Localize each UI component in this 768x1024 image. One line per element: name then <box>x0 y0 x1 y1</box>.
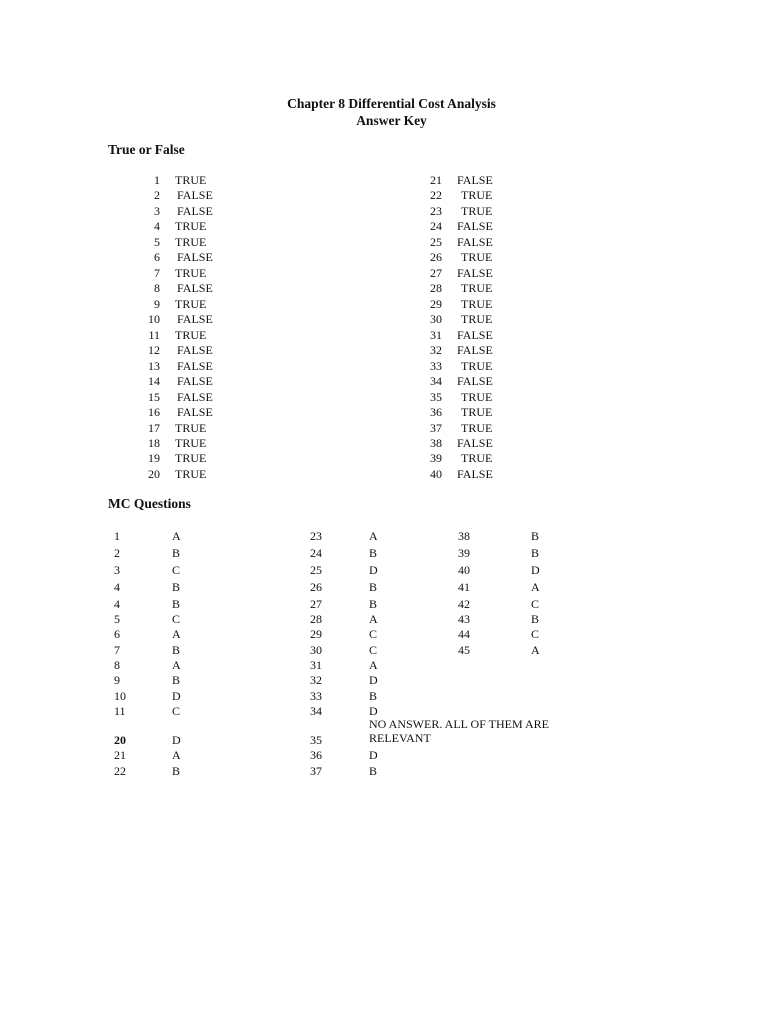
mc-question-number: 37 <box>310 764 322 778</box>
mc-answer: C <box>172 563 181 577</box>
mc-answer: D <box>172 733 181 747</box>
mc-question-number: 31 <box>310 658 322 672</box>
tf-answer: FALSE <box>457 435 493 450</box>
mc-answer: C <box>531 627 540 641</box>
tf-question-number: 10 <box>148 312 160 327</box>
tf-answer: FALSE <box>177 188 213 203</box>
mc-answer: B <box>172 673 181 687</box>
mc-answer: A <box>369 658 378 672</box>
tf-answer: FALSE <box>177 343 213 358</box>
tf-question-number: 13 <box>148 358 160 373</box>
tf-row <box>0 436 768 451</box>
tf-answer: TRUE <box>461 296 493 311</box>
mc-row <box>0 580 768 595</box>
tf-question-number: 25 <box>430 234 442 249</box>
tf-answer: FALSE <box>457 466 493 481</box>
tf-answer: FALSE <box>457 327 493 342</box>
tf-question-number: 14 <box>148 374 160 389</box>
tf-question-number: 28 <box>430 281 442 296</box>
tf-answer: TRUE <box>461 405 493 420</box>
tf-row <box>0 219 768 234</box>
tf-answer: TRUE <box>175 327 207 342</box>
tf-answer: FALSE <box>457 173 493 187</box>
tf-answer: FALSE <box>457 219 493 234</box>
mc-heading: MC Questions <box>108 496 191 511</box>
tf-answer: TRUE <box>461 358 493 373</box>
mc-answer: A <box>369 529 378 543</box>
mc-question-number: 3 <box>114 563 120 577</box>
tf-row <box>0 173 768 188</box>
tf-answer: TRUE <box>175 451 207 466</box>
tf-row <box>0 235 768 250</box>
tf-row <box>0 250 768 265</box>
mc-answer: B <box>531 612 540 626</box>
tf-answer: TRUE <box>461 281 493 296</box>
mc-row <box>0 627 768 642</box>
mc-question-number: 2 <box>114 546 120 560</box>
tf-row <box>0 266 768 281</box>
mc-answer: C <box>369 643 378 657</box>
mc-question-number: 42 <box>458 597 470 611</box>
tf-question-number: 16 <box>148 405 160 420</box>
mc-question-number: 20 <box>114 733 126 747</box>
mc-answer: A <box>172 748 181 762</box>
page-subtitle: Answer Key <box>356 113 427 128</box>
mc-answer: B <box>172 597 181 611</box>
tf-answer: FALSE <box>457 343 493 358</box>
tf-answer: TRUE <box>175 219 207 234</box>
tf-row <box>0 312 768 327</box>
tf-answer: TRUE <box>175 296 207 311</box>
tf-question-number: 1 <box>154 173 160 187</box>
tf-answer: TRUE <box>461 203 493 218</box>
tf-answer: FALSE <box>177 250 213 265</box>
tf-row <box>0 188 768 203</box>
tf-question-number: 9 <box>154 296 160 311</box>
mc-row <box>0 689 768 704</box>
mc-question-number: 29 <box>310 627 322 641</box>
tf-row <box>0 390 768 405</box>
tf-row <box>0 359 768 374</box>
tf-answer: FALSE <box>457 374 493 389</box>
mc-answer: B <box>369 597 378 611</box>
mc-question-number: 40 <box>458 563 470 577</box>
mc-question-number: 4 <box>114 580 120 594</box>
tf-answer: TRUE <box>461 451 493 466</box>
tf-answer: TRUE <box>461 188 493 203</box>
mc-answer: B <box>369 764 378 778</box>
mc-row <box>0 546 768 561</box>
tf-row <box>0 421 768 436</box>
mc-row <box>0 748 768 763</box>
mc-question-number: 6 <box>114 627 120 641</box>
tf-question-number: 34 <box>430 374 442 389</box>
mc-answer: B <box>369 546 378 560</box>
mc-row <box>0 563 768 578</box>
mc-question-number: 5 <box>114 612 120 626</box>
tf-answer: TRUE <box>461 312 493 327</box>
tf-answer: FALSE <box>177 312 213 327</box>
mc-question-number: 34 <box>310 704 322 718</box>
tf-answer: TRUE <box>461 420 493 435</box>
mc-question-number: 32 <box>310 673 322 687</box>
tf-row <box>0 343 768 358</box>
tf-question-number: 27 <box>430 265 442 280</box>
tf-answer: TRUE <box>175 435 207 450</box>
mc-question-number: 25 <box>310 563 322 577</box>
tf-answer: TRUE <box>175 420 207 435</box>
tf-question-number: 38 <box>430 435 442 450</box>
tf-answer: FALSE <box>177 358 213 373</box>
mc-question-number: 4 <box>114 597 120 611</box>
tf-question-number: 17 <box>148 420 160 435</box>
mc-answer: B <box>172 764 181 778</box>
mc-answer: A <box>531 580 540 594</box>
mc-question-number: 22 <box>114 764 126 778</box>
tf-question-number: 21 <box>430 173 442 187</box>
tf-question-number: 8 <box>154 281 160 296</box>
mc-question-number: 44 <box>458 627 470 641</box>
tf-answer: FALSE <box>457 265 493 280</box>
tf-question-number: 11 <box>148 327 160 342</box>
tf-answer: TRUE <box>175 466 207 481</box>
mc-question-number: 27 <box>310 597 322 611</box>
tf-question-number: 31 <box>430 327 442 342</box>
mc-question-number: 30 <box>310 643 322 657</box>
mc-question-number: 41 <box>458 580 470 594</box>
mc-question-number: 8 <box>114 658 120 672</box>
page-title: Chapter 8 Differential Cost Analysis <box>287 96 496 111</box>
mc-question-number: 10 <box>114 689 126 703</box>
tf-row <box>0 281 768 296</box>
tf-answer: FALSE <box>177 389 213 404</box>
tf-answer: TRUE <box>175 265 207 280</box>
true-false-heading: True or False <box>108 142 185 157</box>
tf-question-number: 35 <box>430 389 442 404</box>
mc-question-number: 9 <box>114 673 120 687</box>
mc-question-number: 39 <box>458 546 470 560</box>
mc-answer: A <box>531 643 540 657</box>
tf-question-number: 36 <box>430 405 442 420</box>
mc-question-number: 11 <box>114 704 126 718</box>
mc-answer: C <box>172 612 181 626</box>
mc-question-number: 28 <box>310 612 322 626</box>
mc-answer: C <box>531 597 540 611</box>
mc-answer: A <box>172 529 181 543</box>
mc-answer: B <box>531 546 540 560</box>
mc-row <box>0 612 768 627</box>
mc-answer: A <box>369 612 378 626</box>
mc-row <box>0 764 768 779</box>
tf-answer: TRUE <box>175 173 207 187</box>
tf-answer: FALSE <box>177 405 213 420</box>
tf-answer: FALSE <box>177 374 213 389</box>
tf-question-number: 12 <box>148 343 160 358</box>
mc-row <box>0 529 768 544</box>
mc-answer: A <box>172 627 181 641</box>
tf-question-number: 4 <box>154 219 160 234</box>
mc-answer: C <box>369 627 378 641</box>
tf-question-number: 7 <box>154 265 160 280</box>
tf-question-number: 22 <box>430 188 442 203</box>
tf-question-number: 2 <box>154 188 160 203</box>
mc-answer: B <box>172 580 181 594</box>
tf-row <box>0 328 768 343</box>
tf-row <box>0 204 768 219</box>
tf-row <box>0 467 768 482</box>
mc-question-number: 43 <box>458 612 470 626</box>
mc-answer: B <box>172 546 181 560</box>
mc-question-number: 26 <box>310 580 322 594</box>
tf-row <box>0 374 768 389</box>
tf-question-number: 18 <box>148 435 160 450</box>
tf-question-number: 30 <box>430 312 442 327</box>
mc-question-number: 21 <box>114 748 126 762</box>
tf-row <box>0 451 768 466</box>
mc-row <box>0 673 768 688</box>
mc-answer: B <box>369 689 378 703</box>
tf-question-number: 5 <box>154 234 160 249</box>
mc-question-number: 35 <box>310 733 322 747</box>
mc-question-number: 1 <box>114 529 120 543</box>
tf-answer: FALSE <box>457 234 493 249</box>
tf-question-number: 33 <box>430 358 442 373</box>
mc-answer: B <box>172 643 181 657</box>
mc-question-number: 38 <box>458 529 470 543</box>
tf-row <box>0 297 768 312</box>
tf-question-number: 24 <box>430 219 442 234</box>
mc-row <box>0 597 768 612</box>
tf-question-number: 23 <box>430 203 442 218</box>
tf-question-number: 3 <box>154 203 160 218</box>
tf-question-number: 20 <box>148 466 160 481</box>
tf-answer: TRUE <box>175 234 207 249</box>
mc-answer: D <box>369 563 378 577</box>
mc-answer: B <box>369 580 378 594</box>
mc-row <box>0 658 768 673</box>
tf-question-number: 39 <box>430 451 442 466</box>
tf-answer: FALSE <box>177 203 213 218</box>
tf-row <box>0 405 768 420</box>
tf-answer: TRUE <box>461 250 493 265</box>
tf-question-number: 6 <box>154 250 160 265</box>
mc-answer: D <box>531 563 540 577</box>
tf-question-number: 26 <box>430 250 442 265</box>
tf-question-number: 40 <box>430 466 442 481</box>
mc-question-number: 7 <box>114 643 120 657</box>
mc-question-number: 24 <box>310 546 322 560</box>
mc-answer: D <box>369 673 378 687</box>
mc-answer: A <box>172 658 181 672</box>
mc-answer: B <box>531 529 540 543</box>
mc-question-number: 33 <box>310 689 322 703</box>
mc-answer: D <box>369 704 378 718</box>
mc-question-number: 45 <box>458 643 470 657</box>
tf-question-number: 29 <box>430 296 442 311</box>
tf-question-number: 19 <box>148 451 160 466</box>
mc-question-number: 36 <box>310 748 322 762</box>
mc-answer: C <box>172 704 181 718</box>
mc-note: NO ANSWER. ALL OF THEM ARE RELEVANT <box>369 717 550 745</box>
tf-question-number: 37 <box>430 420 442 435</box>
tf-question-number: 15 <box>148 389 160 404</box>
mc-answer: D <box>369 748 378 762</box>
mc-question-number: 23 <box>310 529 322 543</box>
tf-question-number: 32 <box>430 343 442 358</box>
mc-answer: D <box>172 689 181 703</box>
mc-row <box>0 643 768 658</box>
tf-answer: TRUE <box>461 389 493 404</box>
tf-answer: FALSE <box>177 281 213 296</box>
